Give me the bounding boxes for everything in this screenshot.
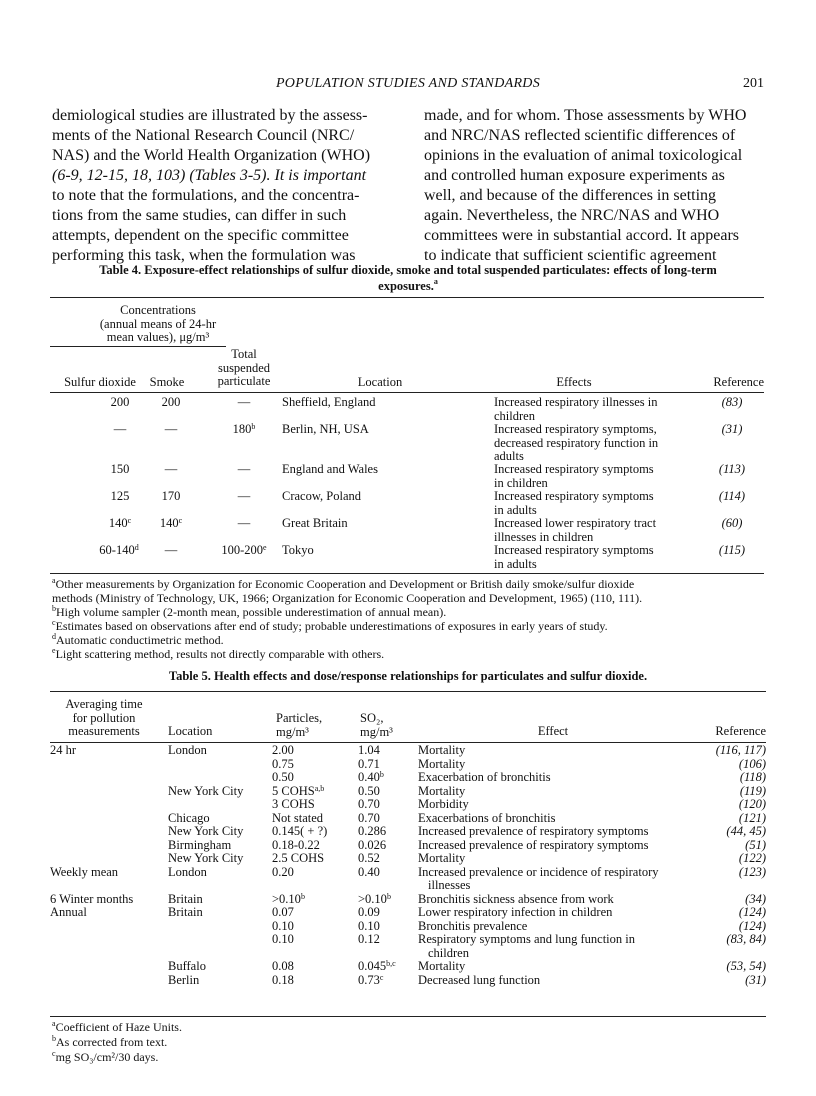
table5 (50, 690, 766, 1020)
col-header-reference: Reference (715, 724, 766, 738)
reference: (124) (738, 918, 766, 933)
so2-value: 125 (110, 489, 130, 503)
text-line: ments of the National Research Council (NRC/ (52, 127, 355, 144)
so2-value: 140 (108, 516, 128, 530)
averaging-time: Annual (50, 905, 87, 919)
col-header-tsp: Total suspended particulate (217, 347, 271, 388)
effects: Increased lower respiratory tract illnesses in children (494, 516, 657, 544)
so2-value: — (113, 422, 127, 436)
table-top-rule (50, 297, 764, 298)
footnote: $^a$Coefficient of Haze Units. (52, 1019, 182, 1034)
effects: Increased respiratory symptoms, decreased respiratory function in adults (494, 422, 659, 463)
location: Cracow, Poland (282, 489, 362, 503)
footnote: $^d$Automatic conductimetric method. (52, 632, 224, 647)
footnote: $^b$As corrected from text. (52, 1034, 168, 1049)
particles-value: 0.50 (272, 770, 294, 784)
effect: Increased prevalence or incidence of respiratory illnesses (418, 864, 659, 892)
running-header (0, 76, 816, 96)
header-bottom-rule (50, 392, 764, 393)
so2-value: 0.70 (358, 797, 380, 811)
effect: Respiratory symptoms and lung function in children (418, 932, 635, 960)
text-line: NAS) and the World Health Organization (WHO) (52, 147, 371, 164)
so2-value: 0.12 (358, 932, 380, 946)
tsp-value: 100-200 (221, 543, 264, 557)
reference: (83) (721, 395, 743, 409)
so2-value: 200 (110, 395, 130, 409)
text-line: made, and for whom. Those assessments by WHO (424, 107, 747, 124)
text-line: to note that the formulations, and the concentra- (52, 187, 360, 204)
col-header-smoke: Smoke (149, 375, 185, 389)
particles-value: 5 COHS$^{a,b}$ (272, 783, 325, 798)
so2-value: 0.52 (358, 851, 380, 865)
so2-value: 0.40 (358, 864, 380, 879)
particles-value: 0.18-0.22 (272, 837, 320, 852)
tsp-value: — (237, 489, 251, 503)
particles-value: 0.75 (272, 756, 294, 771)
so2-value: 60-140 (99, 543, 135, 557)
table-bottom-rule (50, 1016, 766, 1017)
reference: (116, 117) (715, 743, 766, 757)
so2-value: 0.40$^b$ (358, 770, 384, 784)
reference: (121) (738, 810, 766, 825)
particles-value: 0.10 (272, 932, 294, 946)
header-bottom-rule (50, 742, 766, 743)
particles-value: 0.08 (272, 959, 294, 973)
location: New York City (168, 783, 244, 798)
smoke-value: — (164, 422, 178, 436)
location: New York City (168, 824, 244, 838)
reference: (113) (718, 462, 746, 476)
effect: Increased prevalence of respiratory symptoms (418, 837, 649, 852)
effect: Exacerbations of bronchitis (418, 810, 556, 825)
col-header-reference: Reference (713, 375, 764, 389)
effect: Mortality (418, 783, 466, 798)
reference: (60) (721, 516, 743, 530)
col-header-averaging-time: Averaging time for pollution measurements (65, 697, 143, 738)
smoke-value: — (164, 462, 178, 476)
effects: Increased respiratory symptoms in adults (494, 543, 654, 571)
particles-value: 2.5 COHS (272, 851, 325, 865)
so2-value: 0.026 (358, 837, 387, 852)
location: Sheffield, England (282, 395, 376, 409)
footnote: $^e$Light scattering method, results not directly comparable with others. (52, 646, 385, 661)
effect: Mortality (418, 743, 466, 757)
effect: Mortality (418, 959, 466, 973)
col-header-sulfur-dioxide: Sulfur dioxide (64, 375, 136, 389)
particles-value: 0.145( + ?) (272, 824, 328, 838)
location: Buffalo (168, 959, 206, 973)
reference: (106) (738, 756, 766, 771)
reference: (114) (718, 489, 746, 503)
reference: (120) (738, 797, 766, 811)
smoke-value: — (164, 543, 178, 557)
caption-line-2: exposures.$^a$ (378, 277, 438, 293)
tsp-value: 180 (232, 422, 252, 436)
reference: (53, 54) (726, 959, 766, 973)
reference: (44, 45) (726, 824, 766, 838)
table4-footnotes (52, 577, 772, 661)
particles-value: 3 COHS (272, 797, 315, 811)
table4-caption (40, 262, 776, 294)
location: Chicago (168, 810, 210, 825)
text-line: well, and because of the differences in setting (424, 187, 717, 204)
tsp-value: — (237, 462, 251, 476)
body-column-left (52, 106, 388, 266)
reference: (123) (738, 864, 766, 879)
averaging-time: Weekly mean (50, 864, 119, 879)
reference: (31) (745, 972, 766, 987)
text-line: tions from the same studies, can differ in such (52, 207, 347, 224)
text-line: and NRC/NAS reflected scientific differences of (424, 127, 736, 144)
reference: (83, 84) (726, 932, 766, 946)
so2-value: 0.286 (358, 824, 387, 838)
location: Birmingham (168, 837, 232, 852)
effect: Bronchitis prevalence (418, 918, 528, 933)
particles-value: >0.10$^b$ (272, 891, 305, 906)
location: Tokyo (282, 543, 314, 557)
text-line: committees were in substantial accord. It appears (424, 227, 739, 244)
location: Britain (168, 905, 203, 919)
reference: (51) (745, 837, 766, 852)
particles-value: 0.10 (272, 918, 294, 933)
footnote: methods (Ministry of Technology, UK, 1966; Organization for Economic Cooperation and Development, 1965) (110, 111). (52, 591, 643, 605)
reference: (119) (739, 783, 766, 798)
col-header-so2: SO₂, mg/m³ (360, 711, 393, 739)
particles-value: Not stated (272, 810, 324, 825)
col-header-particles: Particles, mg/m³ (276, 711, 323, 739)
effects: Increased respiratory symptoms in adults (494, 489, 654, 517)
reference: (115) (718, 543, 746, 557)
location: Great Britain (282, 516, 348, 530)
text-line: again. Nevertheless, the NRC/NAS and WHO (424, 207, 720, 224)
text-line: performing this task, when the formulation was (52, 247, 356, 264)
smoke-value: 140 (159, 516, 179, 530)
so2-value: 0.50 (358, 783, 380, 798)
averaging-time: 24 hr (50, 743, 77, 757)
table-top-rule (50, 691, 766, 692)
location: Berlin (168, 972, 200, 987)
effect: Mortality (418, 851, 466, 865)
col-header-effects: Effects (556, 375, 592, 389)
group-header-rule (50, 346, 226, 347)
table5-footnotes (52, 1020, 772, 1065)
smoke-value: 200 (161, 395, 181, 409)
particles-value: 0.07 (272, 905, 294, 919)
so2-value: 0.10 (358, 918, 380, 933)
effects: Increased respiratory illnesses in children (494, 395, 658, 423)
so2-value: 150 (110, 462, 130, 476)
footnote: $^b$High volume sampler (2-month mean, possible underestimation of annual mean). (52, 604, 447, 619)
location: London (168, 864, 207, 879)
so2-value: 1.04 (358, 743, 380, 757)
text-line: (6-9, 12-15, 18, 103) (Tables 3-5). It is important (52, 167, 367, 184)
so2-value: 0.045$^{b,c}$ (358, 959, 396, 973)
text-line: demiological studies are illustrated by the assess- (52, 107, 368, 124)
footnote: $^a$Other measurements by Organization for Economic Cooperation and Development or British daily smoke/sulfur dioxide (52, 576, 635, 591)
col-header-location: Location (168, 724, 213, 738)
col-header-location: Location (357, 375, 403, 389)
body-column-right (424, 106, 764, 266)
table4-group-header: Concentrations (annual means of 24-hr mean values), μg/m³ (99, 303, 217, 344)
caption-line: Table 4. Exposure-effect relationships of sulfur dioxide, smoke and total suspended particulates: effects of long-term (99, 263, 717, 277)
tsp-value: — (237, 395, 251, 409)
so2-value: 0.09 (358, 905, 380, 919)
so2-value: 0.70 (358, 810, 380, 825)
location: New York City (168, 851, 244, 865)
reference: (124) (738, 905, 766, 919)
effect: Exacerbation of bronchitis (418, 770, 551, 784)
table-bottom-rule (50, 573, 764, 574)
so2-value: 0.73$^c$ (358, 972, 384, 987)
reference: (31) (721, 422, 743, 436)
effect: Bronchitis sickness absence from work (418, 891, 614, 906)
reference: (122) (738, 851, 766, 865)
effect: Lower respiratory infection in children (418, 905, 613, 919)
tsp-value: — (237, 516, 251, 530)
effect: Mortality (418, 756, 466, 771)
text-line: and controlled human exposure experiments as (424, 167, 725, 184)
text-line: attempts, dependent on the specific committee (52, 227, 349, 244)
effect: Decreased lung function (418, 972, 541, 987)
effects: Increased respiratory symptoms in children (494, 462, 654, 490)
location: Berlin, NH, USA (282, 422, 369, 436)
col-header-effect: Effect (537, 724, 569, 738)
location: England and Wales (282, 462, 378, 476)
running-title: POPULATION STUDIES AND STANDARDS (275, 76, 541, 91)
table5-caption: Table 5. Health effects and dose/response relationships for particulates and sulfur dioxide. (168, 669, 648, 683)
location: London (168, 743, 207, 757)
so2-value: 0.71 (358, 756, 380, 771)
reference: (118) (739, 770, 766, 784)
location: Britain (168, 891, 203, 906)
text-line: to indicate that sufficient scientific agreement (424, 247, 717, 264)
reference: (34) (745, 891, 766, 906)
effect: Morbidity (418, 797, 469, 811)
text-line: opinions in the evaluation of animal toxicological (424, 147, 743, 164)
particles-value: 0.20 (272, 864, 294, 879)
particles-value: 2.00 (272, 743, 294, 757)
table4: Concentrations (annual means of 24-hr mean values), μg/m³ Total suspended particulate Sulfur dioxide Smoke Location Effects Reference 200 200 — Sheffield, England Increased respiratory illnesses in children (83) — — 180$^b$ Berlin, NH, USA Increased respiratory symptoms, decreased respiratory function in adults (31) 150 — — England and Wales Increased respiratory symptoms in children (113) 125 170 — Cracow, Poland Increased respiratory symptoms in adults (114) 140$^c$ 140$^c$ — Great Britain Increased lower respiratory tract illnesses in children (60) 60-140$^d$ — 100-200e Tokyo Increased respiratory symptoms in adults (115) (50, 296, 764, 576)
so2-value: >0.10$^b$ (358, 891, 391, 906)
effect: Increased prevalence of respiratory symptoms (418, 824, 649, 838)
footnote: $^c$Estimates based on observations after end of study; probable underestimations of exposures in early years of study. (52, 618, 608, 633)
footnote: $^c$mg SO₃/cm²/30 days. (52, 1049, 159, 1064)
page-number: 201 (743, 76, 764, 91)
averaging-time: 6 Winter months (50, 891, 134, 906)
smoke-value: 170 (161, 489, 181, 503)
particles-value: 0.18 (272, 972, 294, 987)
